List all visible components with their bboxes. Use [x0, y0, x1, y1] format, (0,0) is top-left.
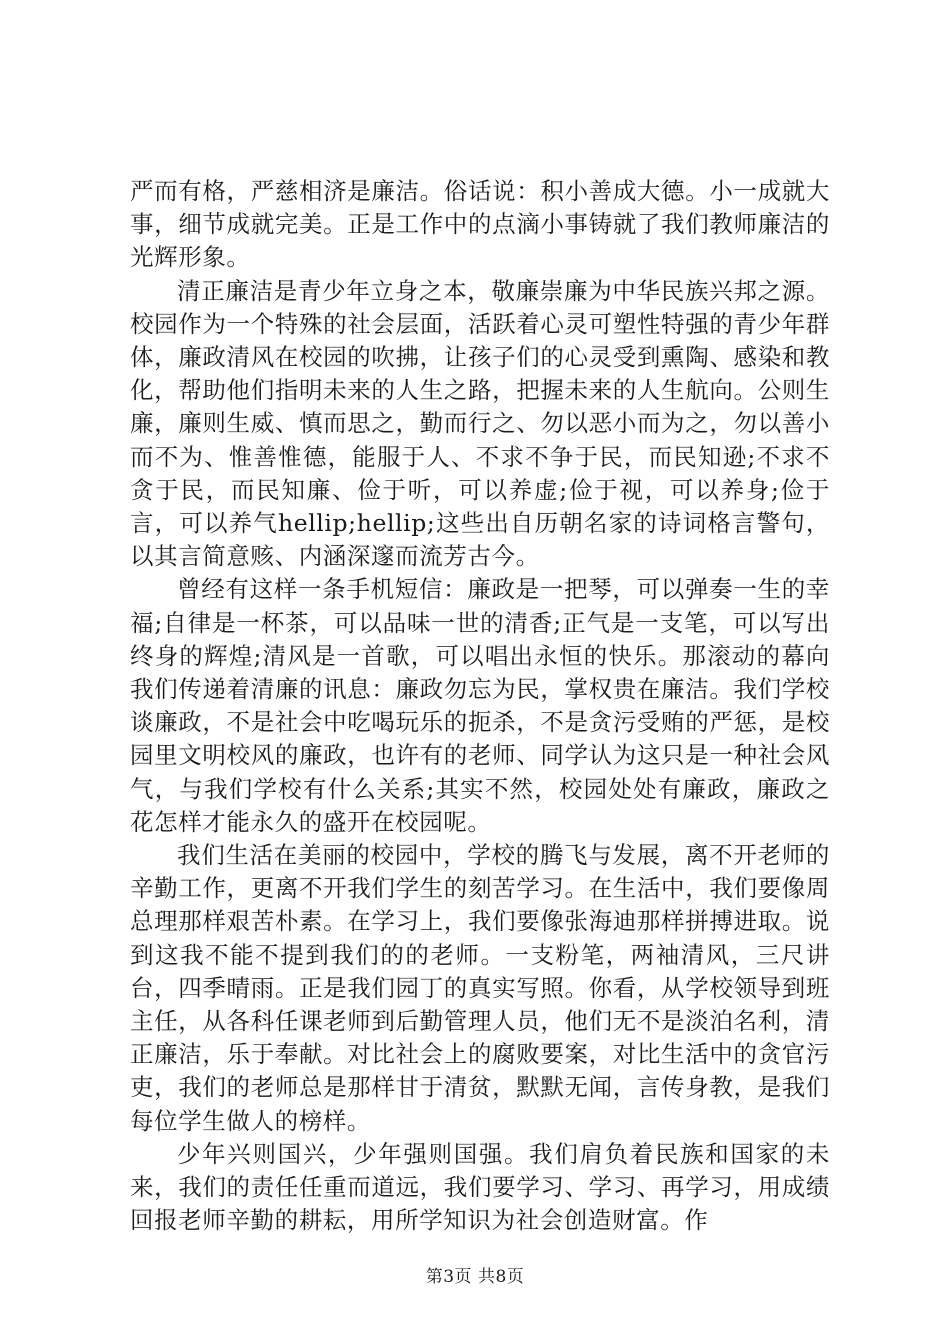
paragraph-2: 清正廉洁是青少年立身之本，敬廉崇廉为中华民族兴邦之源。校园作为一个特殊的社会层面，活跃着心灵可塑性特强的青少年群体，廉政清风在校园的吹拂，让孩子们的心灵受到熏陶、感染和教化，帮助他们指明未来的人生之路，把握未来的人生航向。公则生廉，廉则生威、慎而思之，勤而行之、勿以恶小而为之，勿以善小而不为、惟善惟德，能服于人、不求不争于民，而民知逊;不求不贪于民，而民知廉、俭于听，可以养虚;俭于视，可以养身;俭于言，可以养气hellip;hellip;这些出自历朝名家的诗词格言警句，以其言简意赅、内涵深邃而流芳古今。: [130, 276, 830, 571]
paragraph-4: 我们生活在美丽的校园中，学校的腾飞与发展，离不开老师的辛勤工作，更离不开我们学生的刻苦学习。在生活中，我们要像周总理那样艰苦朴素。在学习上，我们要像张海迪那样拼搏进取。说到这我不能不提到我们的的老师。一支粉笔，两袖清风，三尺讲台，四季晴雨。正是我们园丁的真实写照。你看，从学校领导到班主任，从各科任课老师到后勤管理人员，他们无不是淡泊名利，清正廉洁，乐于奉献。对比社会上的腐败要案，对比生活中的贪官污吏，我们的老师总是那样甘于清贫，默默无闻，言传身教，是我们每位学生做人的榜样。: [130, 841, 830, 1135]
page-number-footer: 第3页 共8页: [425, 1267, 525, 1287]
paragraph-3: 曾经有这样一条手机短信：廉政是一把琴，可以弹奏一生的幸福;自律是一杯茶，可以品味一世的清香;正气是一支笔，可以写出终身的辉煌;清风是一首歌，可以唱出永恒的快乐。那滚动的幕向我们传递着清廉的讯息：廉政勿忘为民，掌权贵在廉洁。我们学校谈廉政，不是社会中吃喝玩乐的扼杀，不是贪污受贿的严惩，是校园里文明校风的廉政，也许有的老师、同学认为这只是一种社会风气，与我们学校有什么关系;其实不然，校园处处有廉政，廉政之花怎样才能永久的盛开在校园呢。: [130, 575, 830, 836]
paragraph-1: 严而有格，严慈相济是廉洁。俗话说：积小善成大德。小一成就大事，细节成就完美。正是工作中的点滴小事铸就了我们教师廉洁的光辉形象。: [130, 177, 830, 272]
paragraph-5: 少年兴则国兴，少年强则国强。我们肩负着民族和国家的未来，我们的责任任重而道远，我们要学习、学习、再学习，用成绩回报老师辛勤的耕耘，用所学知识为社会创造财富。作: [130, 1139, 830, 1235]
document-body: [130, 175, 830, 1238]
